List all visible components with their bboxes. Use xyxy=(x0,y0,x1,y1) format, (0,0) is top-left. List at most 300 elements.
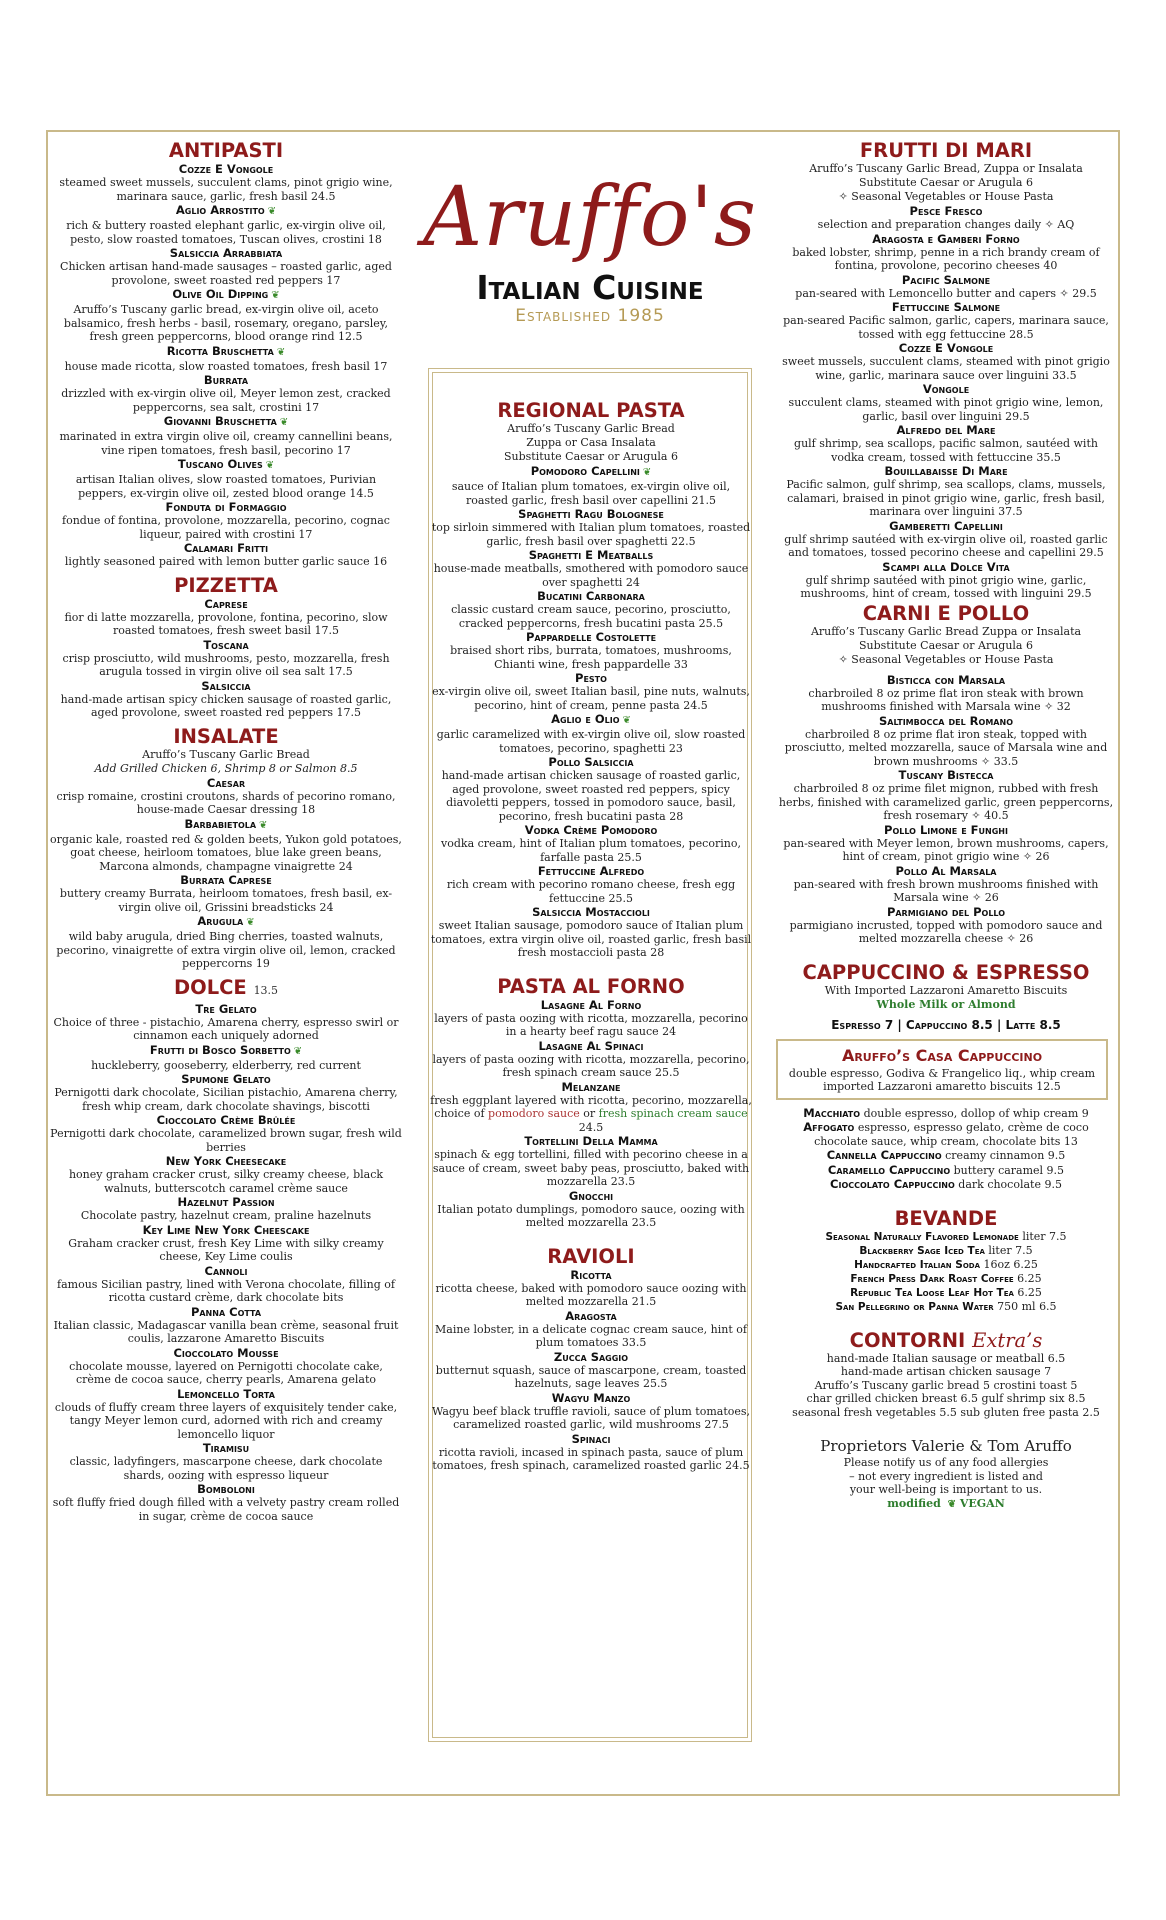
regional-intro-1: Aruffo’s Tuscany Garlic Bread xyxy=(507,422,675,435)
item-name: Seasonal Naturally Flavored Lemonade xyxy=(825,1230,1019,1243)
menu-item xyxy=(50,414,402,457)
left-column xyxy=(50,138,402,1523)
item-desc: buttery creamy Burrata, heirloom tomatoes, fresh basil, ex-virgin olive oil, Grissini breadsticks 24 xyxy=(59,887,393,914)
menu-item xyxy=(430,507,752,548)
section-title-ravioli: RAVIOLI xyxy=(547,1244,635,1268)
menu-item xyxy=(776,1286,1116,1300)
item-desc: Italian classic, Madagascar vanilla bean crème, seasonal fruit coulis, lazzarone Amaretto Biscuits xyxy=(53,1318,399,1345)
ravioli-list xyxy=(430,1268,752,1473)
carni-intro-1: Aruffo’s Tuscany Garlic Bread Zuppa or Insalata xyxy=(810,624,1082,638)
menu-item xyxy=(430,548,752,589)
item-desc: steamed sweet mussels, succulent clams, pinot grigio wine, marinara sauce, garlic, fresh basil 24.5 xyxy=(59,176,393,203)
item-desc: 16oz 6.25 xyxy=(983,1257,1038,1271)
cuisine-subtitle: Italian Cuisine xyxy=(476,268,704,307)
item-desc: ricotta ravioli, incased in spinach pasta, sauce of plum tomatoes, fresh spinach, caramelized roasted garlic 24.5 xyxy=(432,1445,750,1472)
leaf-icon: ❦ xyxy=(267,206,277,217)
leaf-icon: ❦ xyxy=(265,460,275,471)
item-name: Cioccolato Cappuccino xyxy=(830,1177,955,1191)
item-desc: lightly seasoned paired with lemon butter garlic sauce 16 xyxy=(64,555,388,568)
item-name: Lemoncello Torta xyxy=(177,1386,275,1401)
milk-options: Whole Milk or Almond xyxy=(876,997,1016,1011)
contorni-line: hand-made Italian sausage or meatball 6.5 xyxy=(826,1351,1066,1365)
item-name: Salsiccia Mostaccioli xyxy=(532,905,650,919)
item-name: Aragosta xyxy=(565,1308,617,1323)
item-desc: pan-seared with fresh brown mushrooms finished with Marsala wine ✧ 26 xyxy=(793,877,1099,904)
menu-item xyxy=(50,817,402,874)
regional-intro-2: Zuppa or Casa Insalata xyxy=(526,436,656,449)
item-name: Pollo Al Marsala xyxy=(895,863,997,878)
antipasti-list xyxy=(50,162,402,569)
item-name: San Pellegrino or Panna Water xyxy=(835,1300,994,1313)
item-name: Lasagne Al Forno xyxy=(540,997,642,1012)
menu-item xyxy=(50,1002,402,1043)
menu-item xyxy=(430,1189,752,1230)
item-desc: sweet Italian sausage, pomodoro sauce of Italian plum tomatoes, extra virgin olive oil, roasted garlic, fresh basil fresh mostaccioli pasta 28 xyxy=(430,919,752,959)
item-name: Aragosta e Gamberi Forno xyxy=(872,231,1020,246)
section-title-frutti-di-mari: FRUTTI DI MARI xyxy=(859,139,1033,162)
leaf-icon: ❦ xyxy=(246,917,255,928)
item-desc: liter 7.5 xyxy=(1022,1229,1067,1243)
frutti-list xyxy=(776,204,1116,601)
menu-item xyxy=(50,162,402,203)
menu-item xyxy=(50,1346,402,1387)
item-desc: gulf shrimp sautéed with ex-virgin olive oil, roasted garlic and tomatoes, tossed pecorino cheese and capellini 29.5 xyxy=(784,532,1108,559)
insalate-intro: Aruffo’s Tuscany Garlic Bread xyxy=(142,747,310,761)
item-desc: selection and preparation changes daily ✧ AQ xyxy=(817,218,1075,231)
carni-list xyxy=(776,673,1116,946)
item-name: Vongole xyxy=(922,382,970,396)
item-name: French Press Dark Roast Coffee xyxy=(850,1272,1014,1285)
item-desc: sauce of Italian plum tomatoes, ex-virgin olive oil, roasted garlic, fresh basil over capellini 21.5 xyxy=(451,480,731,507)
item-name: Tuscano Olives ❦ xyxy=(177,457,275,471)
casa-cappuccino-title: Aruffo’s Casa Cappuccino xyxy=(841,1045,1043,1065)
item-desc: Pernigotti dark chocolate, caramelized brown sugar, fresh wild berries xyxy=(50,1127,402,1154)
item-name: Spaghetti E Meatballs xyxy=(528,548,654,562)
menu-item xyxy=(776,464,1116,519)
item-name: Tiramisu xyxy=(202,1441,250,1455)
item-name: Caesar xyxy=(206,775,246,790)
item-name: Spumone Gelato xyxy=(181,1072,271,1086)
item-desc: organic kale, roasted red & golden beets, Yukon gold potatoes, goat cheese, heirloom tomatoes, blue lake green beans, Marcona almonds, champagne vinaigrette 24 xyxy=(50,832,402,873)
item-name: Pacific Salmone xyxy=(901,272,991,287)
section-title-bevande: BEVANDE xyxy=(894,1206,998,1230)
menu-item xyxy=(50,873,402,914)
menu-item xyxy=(776,560,1116,601)
item-desc: huckleberry, gooseberry, elderberry, red current xyxy=(91,1058,361,1072)
item-name: Caramello Cappuccino xyxy=(827,1162,951,1177)
menu-item xyxy=(776,1120,1116,1148)
menu-item xyxy=(776,1106,1116,1121)
item-desc: Maine lobster, in a delicate cognac cream sauce, hint of plum tomatoes 33.5 xyxy=(435,1322,747,1349)
item-desc: espresso, espresso gelato, crème de coco chocolate sauce, whip cream, chocolate bits 13 xyxy=(814,1121,1089,1148)
menu-item xyxy=(430,1432,752,1473)
menu-item xyxy=(430,1268,752,1309)
leaf-icon: ❦ xyxy=(293,1045,303,1057)
item-desc: rich & buttery roasted elephant garlic, ex-virgin olive oil, pesto, slow roasted tomatoes, Tuscan olives, crostini 18 xyxy=(66,219,386,246)
item-name: Macchiato xyxy=(803,1105,861,1120)
menu-item xyxy=(776,864,1116,905)
item-desc: chocolate mousse, layered on Pernigotti chocolate cake, crème de cocoa sauce, cherry pearls, Amarena gelato xyxy=(69,1359,383,1386)
item-name: Parmigiano del Pollo xyxy=(886,904,1006,919)
menu-item xyxy=(50,679,402,720)
item-desc: fresh eggplant layered with ricotta, pecorino, mozzarella, choice of pomodoro sauce or fresh spinach cream sauce 24.5 xyxy=(430,1093,752,1134)
item-desc: 750 ml 6.5 xyxy=(997,1299,1057,1313)
pizzetta-list xyxy=(50,597,402,720)
item-name: Bisticca con Marsala xyxy=(886,672,1006,687)
section-title-insalate: INSALATE xyxy=(173,724,279,748)
item-name: Pesce Fresco xyxy=(909,204,983,218)
item-name: Cannoli xyxy=(204,1263,248,1278)
item-name: Blackberry Sage Iced Tea xyxy=(859,1244,985,1257)
coffee-prices: Espresso 7 | Cappuccino 8.5 | Latte 8.5 xyxy=(831,1017,1061,1032)
item-desc: fior di latte mozzarella, provolone, fontina, pecorino, slow roasted tomatoes, fresh sweet basil 17.5 xyxy=(64,610,388,637)
item-name: Salsiccia Arrabbiata xyxy=(169,246,283,260)
menu-item xyxy=(776,519,1116,560)
item-desc: fondue of fontina, provolone, mozzarella, pecorino, cognac liqueur, paired with crostini 17 xyxy=(62,514,390,541)
item-desc: Pernigotti dark chocolate, Sicilian pistachio, Amarena cherry, fresh whip cream, dark chocolate shavings, biscotti xyxy=(54,1086,398,1113)
item-desc: butternut squash, sauce of mascarpone, cream, toasted hazelnuts, sage leaves 25.5 xyxy=(435,1363,747,1390)
menu-item xyxy=(776,1272,1116,1286)
item-name: Giovanni Bruschetta ❦ xyxy=(163,414,289,428)
section-title-contorni: CONTORNI Extra’s xyxy=(849,1328,1043,1352)
menu-item xyxy=(50,457,402,500)
menu-item xyxy=(776,341,1116,382)
insalate-addons: Add Grilled Chicken 6, Shrimp 8 or Salmon 8.5 xyxy=(94,761,358,775)
menu-item xyxy=(776,1177,1116,1192)
item-desc: top sirloin simmered with Italian plum tomatoes, roasted garlic, fresh basil over spaghetti 22.5 xyxy=(431,521,751,548)
item-desc: pan-seared with Meyer lemon, brown mushrooms, capers, hint of cream, pinot grigio wine ✧ 26 xyxy=(783,836,1109,863)
menu-item xyxy=(430,1134,752,1189)
item-desc: double espresso, dollop of whip cream 9 xyxy=(863,1106,1089,1120)
menu-item xyxy=(776,673,1116,714)
item-desc: baked lobster, shrimp, penne in a rich brandy cream of fontina, provolone, pecorino cheeses 40 xyxy=(792,245,1100,272)
item-name: Pesto xyxy=(575,671,607,685)
item-desc: charbroiled 8 oz prime flat iron steak with brown mushrooms finished with Marsala wine ✧ 32 xyxy=(808,686,1084,713)
item-desc: soft fluffy fried dough filled with a velvety pastry cream rolled in sugar, crème de cocoa sauce xyxy=(52,1496,400,1523)
menu-item xyxy=(776,232,1116,273)
item-name: Tortellini Della Mamma xyxy=(524,1134,658,1148)
item-name: Affogato xyxy=(803,1120,855,1134)
menu-item xyxy=(50,1482,402,1523)
menu-item xyxy=(430,1080,752,1135)
frutti-intro-3: ✧ Seasonal Vegetables or House Pasta xyxy=(838,190,1054,203)
allergy-note-1: Please notify us of any food allergies xyxy=(843,1456,1049,1469)
cappuccino-list xyxy=(776,1106,1116,1192)
menu-item xyxy=(50,373,402,414)
cappuccino-biscuits: With Imported Lazzaroni Amaretto Biscuits xyxy=(824,983,1068,997)
item-desc: 6.25 xyxy=(1017,1285,1042,1299)
menu-item xyxy=(50,638,402,679)
item-desc: parmigiano incrusted, topped with pomodoro sauce and melted mozzarella cheese ✧ 26 xyxy=(789,918,1103,945)
item-name: Pomodoro Capellini ❦ xyxy=(530,464,652,478)
menu-item xyxy=(50,287,402,344)
section-title-carni-e-pollo: CARNI E POLLO xyxy=(862,601,1030,625)
item-name: Tre Gelato xyxy=(195,1001,257,1016)
item-desc: braised short ribs, burrata, tomatoes, mushrooms, Chianti wine, fresh pappardelle 33 xyxy=(450,644,732,671)
menu-item xyxy=(50,776,402,817)
menu-item xyxy=(776,273,1116,301)
leaf-icon: ❦ xyxy=(271,290,280,301)
regional-pasta-list xyxy=(430,464,752,960)
frutti-intro-1: Aruffo’s Tuscany Garlic Bread, Zuppa or Insalata xyxy=(809,162,1083,175)
item-name: Gnocchi xyxy=(568,1188,614,1203)
item-desc: dark chocolate 9.5 xyxy=(958,1178,1062,1191)
item-name: Cioccolato Mousse xyxy=(173,1345,279,1360)
item-desc: Chocolate pastry, hazelnut cream, praline hazelnuts xyxy=(80,1209,372,1222)
item-name: Zucca Saggio xyxy=(553,1349,629,1364)
menu-item xyxy=(50,1154,402,1195)
menu-item xyxy=(50,1195,402,1223)
item-name: Cozze E Vongole xyxy=(898,341,994,355)
item-desc: liter 7.5 xyxy=(988,1243,1033,1257)
item-desc: garlic caramelized with ex-virgin olive oil, slow roasted tomatoes, pecorino, spaghetti 23 xyxy=(436,728,746,755)
item-desc: gulf shrimp sautéed with pinot grigio wine, garlic, mushrooms, hint of cream, tossed with linguini 29.5 xyxy=(800,573,1092,600)
item-desc: crisp prosciutto, wild mushrooms, pesto, mozzarella, fresh arugula tossed in virgin olive oil sea salt 17.5 xyxy=(62,651,390,678)
item-desc: spinach & egg tortellini, filled with pecorino cheese in a sauce of cream, sweet baby peas, prosciutto, baked with mozzarella 23.5 xyxy=(432,1148,750,1188)
item-desc: Italian potato dumplings, pomodoro sauce, oozing with melted mozzarella 23.5 xyxy=(437,1202,745,1229)
regional-intro-3: Substitute Caesar or Arugula 6 xyxy=(504,450,678,463)
item-name: Olive Oil Dipping ❦ xyxy=(172,287,280,301)
item-desc: pan-seared Pacific salmon, garlic, capers, marinara sauce, tossed with egg fettuccine 28.5 xyxy=(783,314,1109,341)
item-desc: artisan Italian olives, slow roasted tomatoes, Purivian peppers, ex-virgin olive oil, zested blood orange 14.5 xyxy=(75,473,377,500)
item-name: New York Cheesecake xyxy=(165,1154,287,1168)
item-name: Arugula ❦ xyxy=(197,914,255,928)
item-name: Aglio Arrostito ❦ xyxy=(175,203,277,217)
restaurant-logo: Aruffo's xyxy=(423,170,757,265)
menu-item xyxy=(430,1391,752,1432)
leaf-icon: ❦ xyxy=(276,346,286,358)
contorni-line: Aruffo’s Tuscany garlic bread 5 crostini toast 5 xyxy=(814,1378,1078,1392)
item-desc: buttery caramel 9.5 xyxy=(953,1163,1065,1177)
item-desc: ex-virgin olive oil, sweet Italian basil, pine nuts, walnuts, pecorino, hint of cream, penne pasta 24.5 xyxy=(432,685,750,712)
insalate-list xyxy=(50,776,402,971)
item-name: Burrata xyxy=(203,373,249,387)
item-desc: vodka cream, hint of Italian plum tomatoes, pecorino, farfalle pasta 25.5 xyxy=(441,837,741,864)
item-desc: rich cream with pecorino romano cheese, fresh egg fettuccine 25.5 xyxy=(446,878,736,905)
menu-item xyxy=(430,630,752,671)
menu-item xyxy=(430,1350,752,1391)
bevande-list xyxy=(776,1230,1116,1314)
item-name: Fonduta di Formaggio xyxy=(165,500,287,514)
item-name: Cioccolato Crème Brûlée xyxy=(156,1113,296,1127)
item-desc: Graham cracker crust, fresh Key Lime with silky creamy cheese, Key Lime coulis xyxy=(68,1236,384,1263)
menu-item xyxy=(776,905,1116,946)
item-name: Panna Cotta xyxy=(190,1304,262,1319)
item-name: Saltimbocca del Romano xyxy=(879,713,1013,728)
carni-intro-2: Substitute Caesar or Arugula 6 xyxy=(859,638,1033,652)
item-desc: 6.25 xyxy=(1017,1271,1042,1285)
section-title-cappuccino: CAPPUCCINO & ESPRESSO xyxy=(802,960,1090,984)
item-desc: sweet mussels, succulent clams, steamed with pinot grigio wine, garlic, marinara sauce over linguini 33.5 xyxy=(782,355,1110,382)
menu-item xyxy=(430,864,752,905)
item-name: Wagyu Manzo xyxy=(551,1390,631,1405)
item-name: Bucatini Carbonara xyxy=(537,589,645,603)
item-name: Frutti di Bosco Sorbetto ❦ xyxy=(149,1042,303,1057)
item-desc: hand-made artisan chicken sausage of roasted garlic, aged provolone, sweet roasted red peppers, spicy diavoletti peppers, tossed in pomodoro sauce, basil, pecorino, fresh bucatini pasta 28 xyxy=(441,769,741,823)
item-name: Melanzane xyxy=(561,1079,621,1094)
item-desc: house made ricotta, slow roasted tomatoes, fresh basil 17 xyxy=(64,359,388,373)
item-name: Toscana xyxy=(203,637,249,652)
item-desc: succulent clams, steamed with pinot grigio wine, lemon, garlic, basil over linguini 29.5 xyxy=(788,396,1104,423)
contorni-extras: Extra’s xyxy=(972,1328,1043,1352)
leaf-icon: ❦ xyxy=(622,715,631,726)
menu-item xyxy=(50,1043,402,1073)
menu-item xyxy=(50,1223,402,1264)
menu-item xyxy=(430,712,752,755)
menu-item xyxy=(776,714,1116,769)
item-name: Ricotta Bruschetta ❦ xyxy=(166,343,286,358)
leaf-icon: ❦ xyxy=(642,467,652,478)
right-column xyxy=(776,138,1116,1511)
item-desc: creamy cinnamon 9.5 xyxy=(945,1149,1066,1162)
carni-intro-3: ✧ Seasonal Vegetables or House Pasta xyxy=(838,652,1054,666)
item-desc: Aruffo’s Tuscany garlic bread, ex-virgin olive oil, aceto balsamico, fresh herbs - basil, rosemary, oregano, parsley, fresh green peppercorns, blood orange rind 12.5 xyxy=(63,303,389,343)
item-name: Calamari Fritti xyxy=(183,541,269,555)
item-name: Pollo Salsiccia xyxy=(548,755,634,769)
item-desc: classic, ladyfingers, mascarpone cheese, dark chocolate shards, oozing with espresso liqueur xyxy=(69,1455,383,1482)
item-name: Gamberetti Capellini xyxy=(889,518,1003,533)
menu-item xyxy=(776,1163,1116,1178)
item-name: Handcrafted Italian Soda xyxy=(854,1258,980,1271)
middle-column xyxy=(430,398,752,1473)
menu-item xyxy=(50,1305,402,1346)
menu-item xyxy=(50,1264,402,1305)
item-name: Bomboloni xyxy=(197,1482,255,1496)
legend: modified ❦ VEGAN xyxy=(887,1496,1005,1510)
menu-item xyxy=(50,1387,402,1442)
leaf-icon: ❦ xyxy=(279,417,289,428)
dolce-price: 13.5 xyxy=(253,983,279,997)
menu-item xyxy=(50,1441,402,1482)
section-title-pasta-al-forno: PASTA AL FORNO xyxy=(497,974,685,998)
item-desc: wild baby arugula, dried Bing cherries, toasted walnuts, pecorino, vinaigrette of extra virgin olive oil, lemon, cracked peppercorns 19 xyxy=(56,930,396,970)
item-name: Fettuccine Salmone xyxy=(891,300,1001,314)
casa-cappuccino-desc: double espresso, Godiva & Frangelico liq., whip cream imported Lazzaroni amaretto biscuits 12.5 xyxy=(788,1066,1096,1093)
item-desc: crisp romaine, crostini croutons, shards of pecorino romano, house-made Caesar dressing 18 xyxy=(56,789,396,816)
item-desc: layers of pasta oozing with ricotta, mozzarella, pecorino, fresh spinach cream sauce 25.5 xyxy=(432,1052,750,1079)
allergy-note-2: – not every ingredient is listed and xyxy=(849,1469,1043,1483)
item-desc: charbroiled 8 oz prime flat iron steak, topped with prosciutto, melted mozzarella, sauce of Marsala wine and brown mushrooms ✧ 33.5 xyxy=(784,727,1108,768)
menu-item xyxy=(430,755,752,823)
item-name: Burrata Caprese xyxy=(180,873,272,887)
menu-item xyxy=(50,597,402,638)
menu-item xyxy=(430,1309,752,1350)
section-title-pizzetta: PIZZETTA xyxy=(174,573,278,597)
item-desc: marinated in extra virgin olive oil, creamy cannellini beans, vine ripen tomatoes, fresh basil, pecorino 17 xyxy=(59,430,393,457)
menu-item xyxy=(430,823,752,864)
menu-item xyxy=(776,823,1116,864)
item-name: Fettuccine Alfredo xyxy=(537,864,645,878)
item-desc: clouds of fluffy cream three layers of exquisitely tender cake, tangy Meyer lemon curd, adorned with rich and creamy lemoncello liquor xyxy=(54,1400,398,1441)
menu-item xyxy=(776,768,1116,823)
item-name: Spaghetti Ragu Bolognese xyxy=(518,507,664,521)
item-desc: famous Sicilian pastry, lined with Verona chocolate, filling of ricotta custard crème, dark chocolate bits xyxy=(57,1277,395,1304)
item-desc: Chicken artisan hand-made sausages – roasted garlic, aged provolone, sweet roasted red peppers 17 xyxy=(60,260,392,287)
item-name: Ricotta xyxy=(570,1267,612,1282)
item-name: Republic Tea Loose Leaf Hot Tea xyxy=(850,1286,1014,1299)
item-desc: house-made meatballs, smothered with pomodoro sauce over spaghetti 24 xyxy=(433,562,749,589)
menu-item xyxy=(776,204,1116,232)
menu-item xyxy=(50,246,402,287)
menu-item xyxy=(50,914,402,971)
menu-item xyxy=(430,1039,752,1080)
item-desc: ricotta cheese, baked with pomodoro sauce oozing with melted mozzarella 21.5 xyxy=(435,1281,747,1308)
item-desc: charbroiled 8 oz prime filet mignon, rubbed with fresh herbs, finished with caramelized garlic, green peppercorns, fresh rosemary ✧ 40.5 xyxy=(778,782,1114,822)
contorni-line: hand-made artisan chicken sausage 7 xyxy=(840,1365,1052,1378)
item-name: Caprese xyxy=(204,596,248,611)
menu-item xyxy=(776,1230,1116,1244)
menu-item xyxy=(50,344,402,374)
item-desc: Pacific salmon, gulf shrimp, sea scallops, clams, mussels, calamari, braised in pinot grigio wine, garlic, fresh basil, marinara over linguini 37.5 xyxy=(786,478,1106,518)
menu-item xyxy=(776,1244,1116,1258)
item-name: Barbabietola ❦ xyxy=(184,816,268,831)
item-name: Cozze E Vongole xyxy=(178,162,274,176)
menu-item xyxy=(430,464,752,507)
item-name: Aglio e Olio ❦ xyxy=(551,712,631,726)
item-name: Bouillabaisse Di Mare xyxy=(884,464,1008,478)
item-name: Scampi alla Dolce Vita xyxy=(882,559,1010,574)
section-title-antipasti: ANTIPASTI xyxy=(168,139,284,162)
menu-item xyxy=(50,203,402,246)
menu-item xyxy=(776,300,1116,341)
item-desc: classic custard cream sauce, pecorino, prosciutto, cracked peppercorns, fresh bucatini pasta 25.5 xyxy=(451,603,731,630)
leaf-icon: ❦ xyxy=(259,819,268,831)
item-desc: Wagyu beef black truffle ravioli, sauce of plum tomatoes, caramelized roasted garlic, wild mushrooms 27.5 xyxy=(431,1404,751,1431)
item-name: Tuscany Bistecca xyxy=(898,768,994,782)
menu-item xyxy=(776,382,1116,423)
menu-item xyxy=(50,541,402,569)
menu-item xyxy=(430,589,752,630)
item-name: Pollo Limone e Funghi xyxy=(884,822,1008,837)
contorni-line: seasonal fresh vegetables 5.5 sub gluten free pasta 2.5 xyxy=(792,1405,1100,1419)
item-name: Salsiccia xyxy=(201,678,251,693)
item-desc: Choice of three - pistachio, Amarena cherry, espresso swirl or cinnamon each uniquely adorned xyxy=(53,1015,399,1042)
section-title-dolce: DOLCE 13.5 xyxy=(173,975,279,999)
menu-header xyxy=(420,170,760,326)
menu-item xyxy=(50,500,402,541)
item-name: Hazelnut Passion xyxy=(177,1195,275,1209)
menu-item xyxy=(50,1113,402,1154)
leaf-icon: ❦ xyxy=(947,1498,957,1510)
menu-item xyxy=(776,1258,1116,1272)
item-desc: layers of pasta oozing with ricotta, mozzarella, pecorino in a hearty beef ragu sauce 24 xyxy=(434,1011,748,1038)
item-name: Cannella Cappuccino xyxy=(826,1148,942,1162)
item-name: Pappardelle Costolette xyxy=(525,630,657,644)
menu-item xyxy=(430,671,752,712)
item-desc: honey graham cracker crust, silky creamy cheese, black walnuts, butterscotch caramel crème sauce xyxy=(68,1168,384,1195)
menu-item xyxy=(50,1072,402,1113)
pomodoro-option: pomodoro sauce xyxy=(488,1107,580,1120)
established-year: Established 1985 xyxy=(515,306,665,326)
contorni-line: char grilled chicken breast 6.5 gulf shrimp six 8.5 xyxy=(806,1392,1086,1405)
item-name: Key Lime New York Cheescake xyxy=(142,1222,310,1237)
spinach-option: fresh spinach cream sauce xyxy=(598,1107,748,1120)
proprietors: Proprietors Valerie & Tom Aruffo xyxy=(820,1437,1072,1455)
frutti-intro-2: Substitute Caesar or Arugula 6 xyxy=(859,176,1033,189)
item-desc: hand-made artisan spicy chicken sausage of roasted garlic, aged provolone, sweet roasted red peppers 17.5 xyxy=(60,692,392,719)
menu-item xyxy=(776,1148,1116,1163)
casa-cappuccino-box xyxy=(776,1039,1108,1100)
item-name: Spinaci xyxy=(571,1431,611,1446)
item-name: Lasagne Al Spinaci xyxy=(538,1038,644,1053)
item-name: Alfredo del Mare xyxy=(896,423,996,437)
item-desc: pan-seared with Lemoncello butter and capers ✧ 29.5 xyxy=(795,286,1097,300)
menu-item xyxy=(430,998,752,1039)
menu-item xyxy=(776,1300,1116,1314)
item-desc: drizzled with ex-virgin olive oil, Meyer lemon zest, cracked peppercorns, sea salt, crostini 17 xyxy=(61,387,391,414)
menu-item xyxy=(776,423,1116,464)
item-desc: gulf shrimp, sea scallops, pacific salmon, sautéed with vodka cream, tossed with fettuccine 35.5 xyxy=(794,437,1098,464)
